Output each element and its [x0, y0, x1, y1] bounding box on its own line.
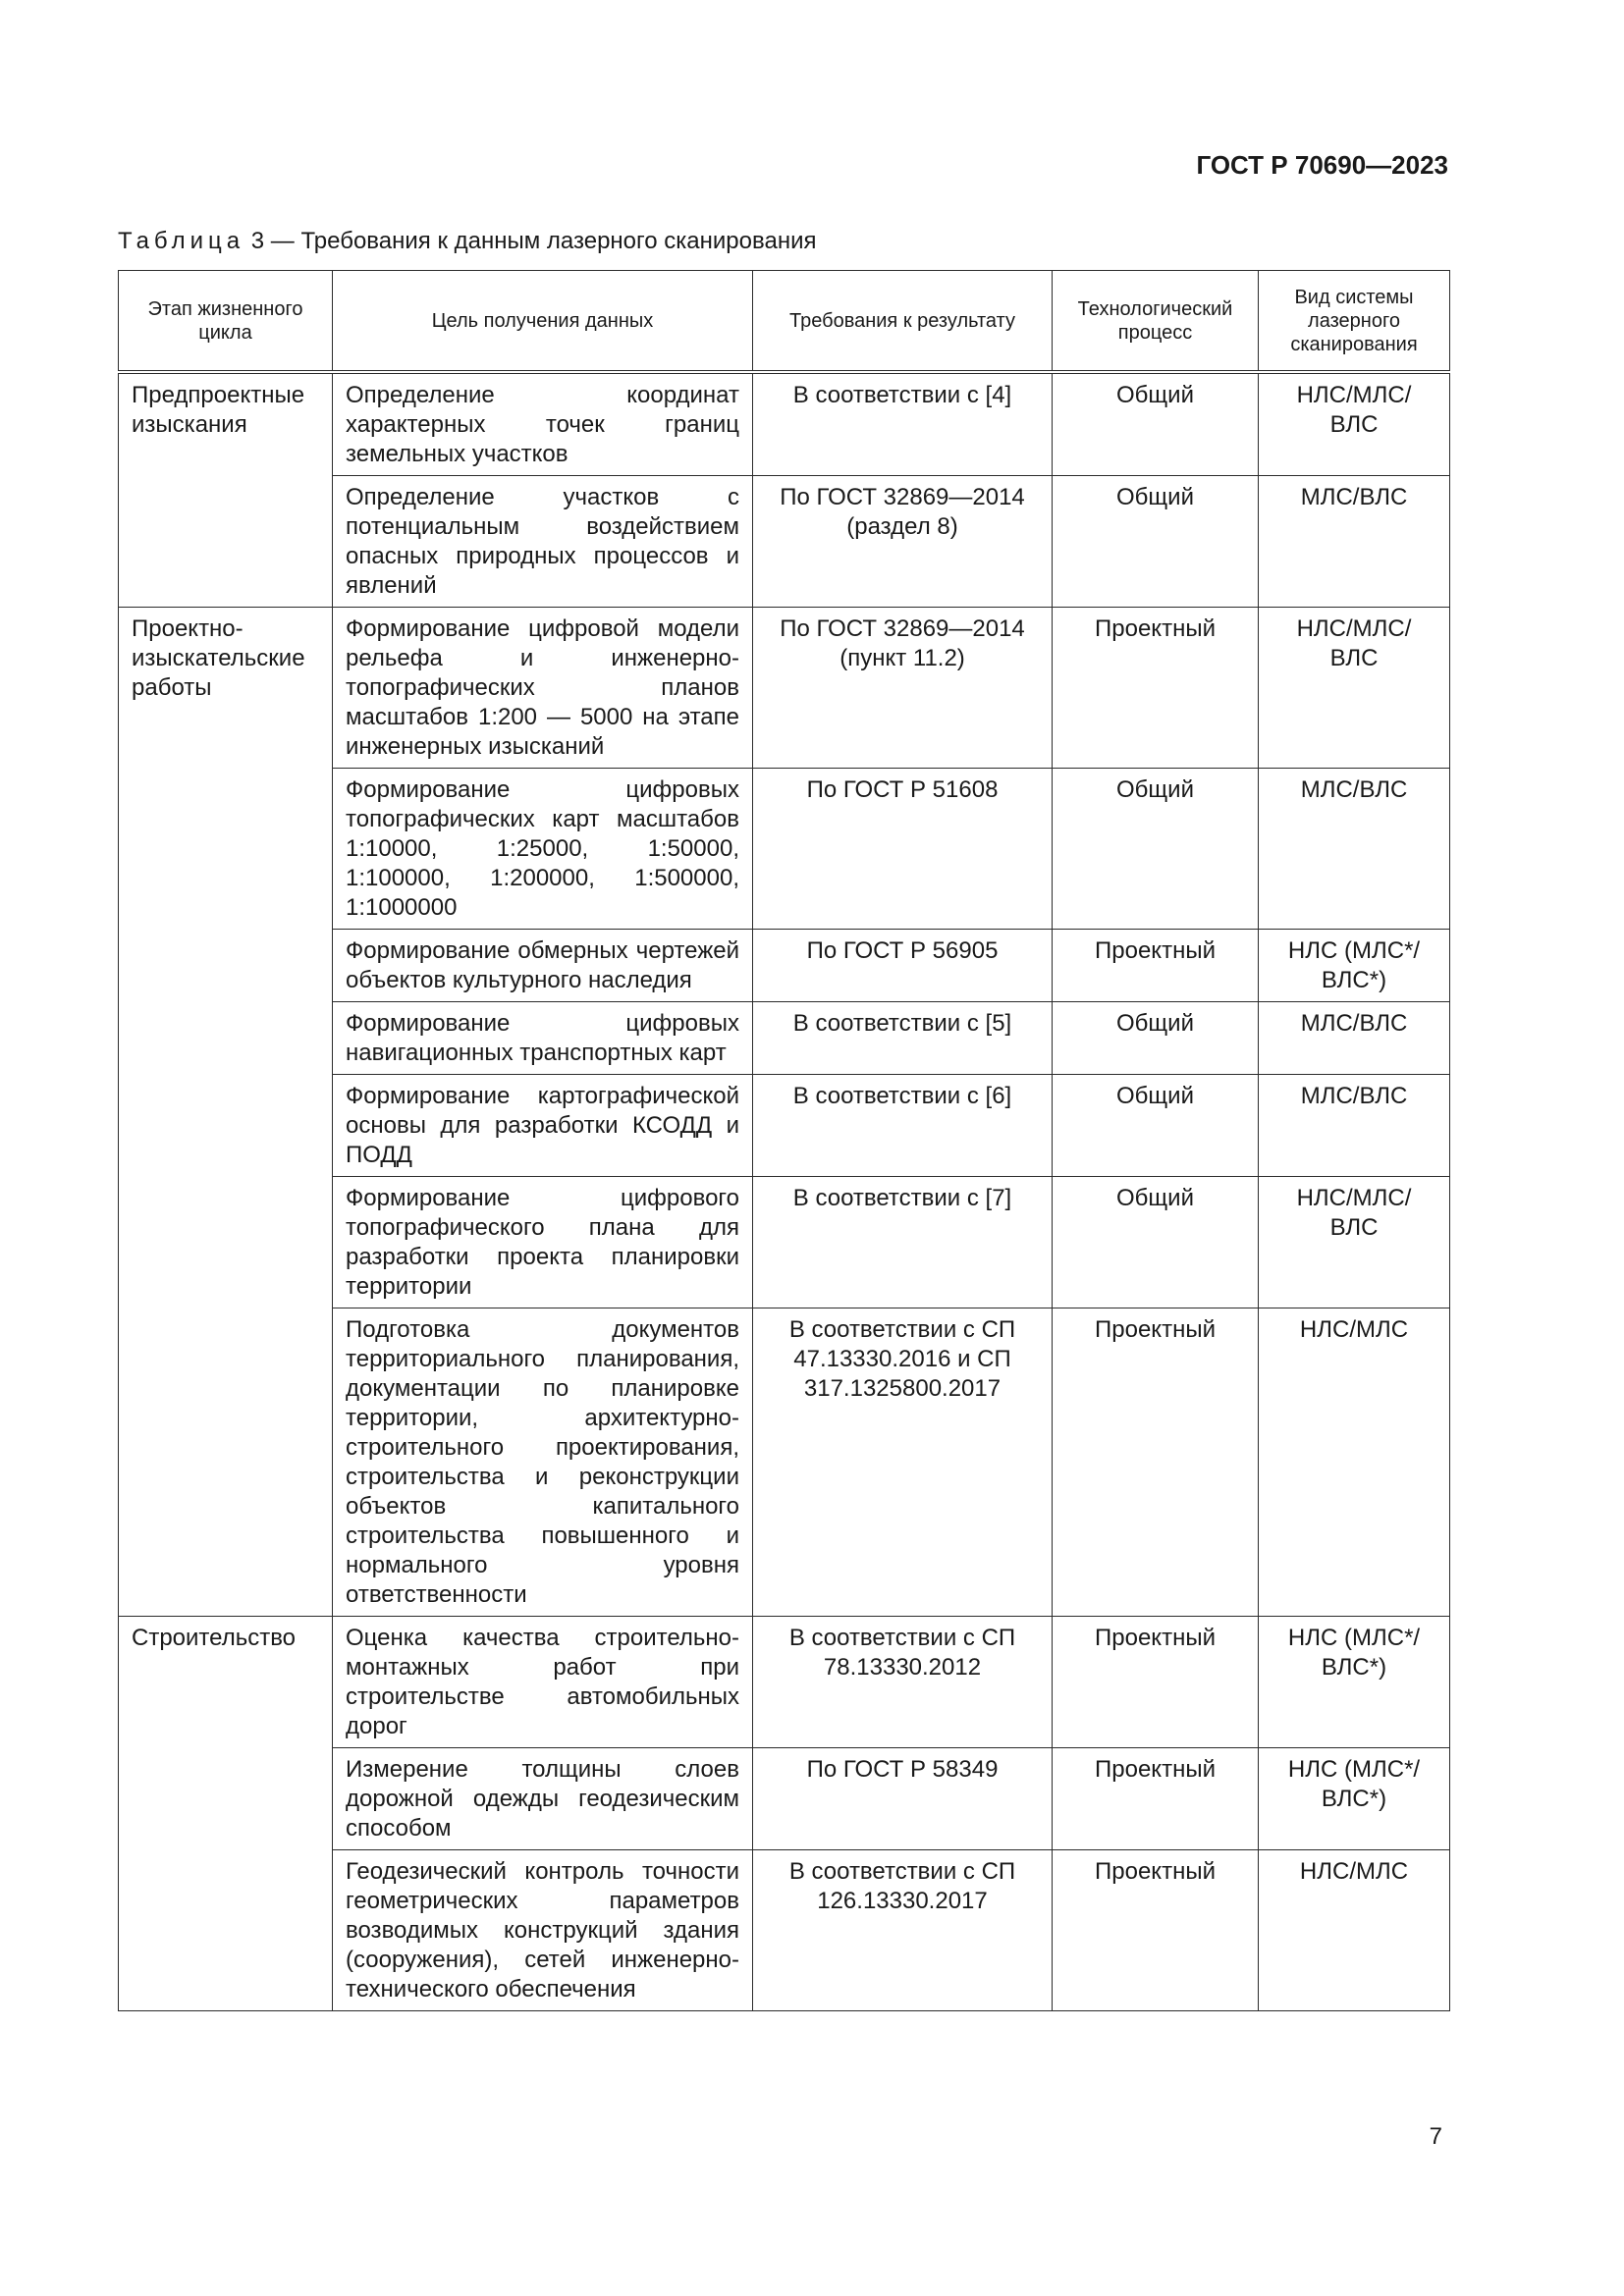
process-cell: Общий: [1053, 1075, 1259, 1177]
goal-cell: Геодезический контроль точности геометрических параметров возводимых конструкций здания (сооружения), сетей инженерно-технического обеспечения: [333, 1850, 753, 2011]
process-cell: Общий: [1053, 476, 1259, 608]
process-cell: Проектный: [1053, 1748, 1259, 1850]
requirements-table: [118, 270, 1450, 2011]
column-header-requirement: Требования к результату: [753, 271, 1053, 373]
process-cell: Проектный: [1053, 1308, 1259, 1617]
table-row: [119, 372, 1450, 476]
system-cell: НЛС/МЛС/ ВЛС: [1259, 1177, 1450, 1308]
requirement-cell: По ГОСТ 32869—2014 (пункт 11.2): [753, 608, 1053, 769]
system-cell: НЛС/МЛС: [1259, 1308, 1450, 1617]
process-cell: Общий: [1053, 1002, 1259, 1075]
goal-cell: Определение участков с потенциальным воздействием опасных природных процессов и явлений: [333, 476, 753, 608]
goal-cell: Измерение толщины слоев дорожной одежды геодезическим способом: [333, 1748, 753, 1850]
goal-cell: Формирование цифровых навигационных транспортных карт: [333, 1002, 753, 1075]
column-header-goal: Цель получения данных: [333, 271, 753, 373]
goal-cell: Формирование картографической основы для разработки КСОДД и ПОДД: [333, 1075, 753, 1177]
system-cell: МЛС/ВЛС: [1259, 476, 1450, 608]
system-cell: НЛС (МЛС*/ ВЛС*): [1259, 1748, 1450, 1850]
goal-cell: Формирование цифрового топографического плана для разработки проекта планировки территории: [333, 1177, 753, 1308]
requirement-cell: В соответствии с СП 78.13330.2012: [753, 1617, 1053, 1748]
table-caption: [118, 228, 816, 255]
process-cell: Общий: [1053, 1177, 1259, 1308]
system-cell: МЛС/ВЛС: [1259, 1075, 1450, 1177]
goal-cell: Оценка качества строительно-монтажных работ при строительстве автомобильных дорог: [333, 1617, 753, 1748]
requirement-cell: По ГОСТ Р 56905: [753, 930, 1053, 1002]
requirement-cell: По ГОСТ Р 58349: [753, 1748, 1053, 1850]
process-cell: Проектный: [1053, 1850, 1259, 2011]
requirement-cell: По ГОСТ 32869—2014 (раздел 8): [753, 476, 1053, 608]
stage-cell: Проектно-изыскательские работы: [119, 608, 333, 1617]
goal-cell: Подготовка документов территориального планирования, документации по планировке территории, архитектурно-строительного проектирования, строительства и реконструкции объектов капитального строительства повышенного и нормального уровня ответственности: [333, 1308, 753, 1617]
requirement-cell: В соответствии с [6]: [753, 1075, 1053, 1177]
table-row: [119, 1617, 1450, 1748]
goal-cell: Определение координат характерных точек границ земельных участков: [333, 372, 753, 476]
requirement-cell: В соответствии с СП 126.13330.2017: [753, 1850, 1053, 2011]
table-row: [119, 608, 1450, 769]
table-caption-label: Таблица: [118, 228, 245, 254]
stage-cell: Строительство: [119, 1617, 333, 2011]
requirement-cell: По ГОСТ Р 51608: [753, 769, 1053, 930]
column-header-stage: Этап жизненного цикла: [119, 271, 333, 373]
column-header-process: Технологический процесс: [1053, 271, 1259, 373]
page-number: 7: [1429, 2123, 1442, 2150]
table-caption-text: — Требования к данным лазерного сканирования: [264, 228, 817, 254]
system-cell: НЛС/МЛС/ ВЛС: [1259, 608, 1450, 769]
requirement-cell: В соответствии с [7]: [753, 1177, 1053, 1308]
requirement-cell: В соответствии с [4]: [753, 372, 1053, 476]
system-cell: НЛС (МЛС*/ ВЛС*): [1259, 1617, 1450, 1748]
process-cell: Общий: [1053, 372, 1259, 476]
table-caption-number: 3: [250, 228, 265, 254]
goal-cell: Формирование цифровой модели рельефа и инженерно-топографических планов масштабов 1:200 — 5000 на этапе инженерных изысканий: [333, 608, 753, 769]
system-cell: НЛС/МЛС: [1259, 1850, 1450, 2011]
requirement-cell: В соответствии с СП 47.13330.2016 и СП 317.1325800.2017: [753, 1308, 1053, 1617]
column-header-system: Вид системы лазерного сканирования: [1259, 271, 1450, 373]
system-cell: НЛС/МЛС/ ВЛС: [1259, 372, 1450, 476]
system-cell: МЛС/ВЛС: [1259, 1002, 1450, 1075]
process-cell: Проектный: [1053, 1617, 1259, 1748]
system-cell: МЛС/ВЛС: [1259, 769, 1450, 930]
goal-cell: Формирование цифровых топографических карт масштабов 1:10000, 1:25000, 1:50000, 1:100000, 1:200000, 1:500000, 1:1000000: [333, 769, 753, 930]
process-cell: Общий: [1053, 769, 1259, 930]
process-cell: Проектный: [1053, 930, 1259, 1002]
goal-cell: Формирование обмерных чертежей объектов культурного наследия: [333, 930, 753, 1002]
system-cell: НЛС (МЛС*/ВЛС*): [1259, 930, 1450, 1002]
stage-cell: Предпроектные изыскания: [119, 372, 333, 608]
table-header-row: [119, 271, 1450, 373]
document-code: ГОСТ Р 70690—2023: [1196, 150, 1448, 180]
requirement-cell: В соответствии с [5]: [753, 1002, 1053, 1075]
process-cell: Проектный: [1053, 608, 1259, 769]
